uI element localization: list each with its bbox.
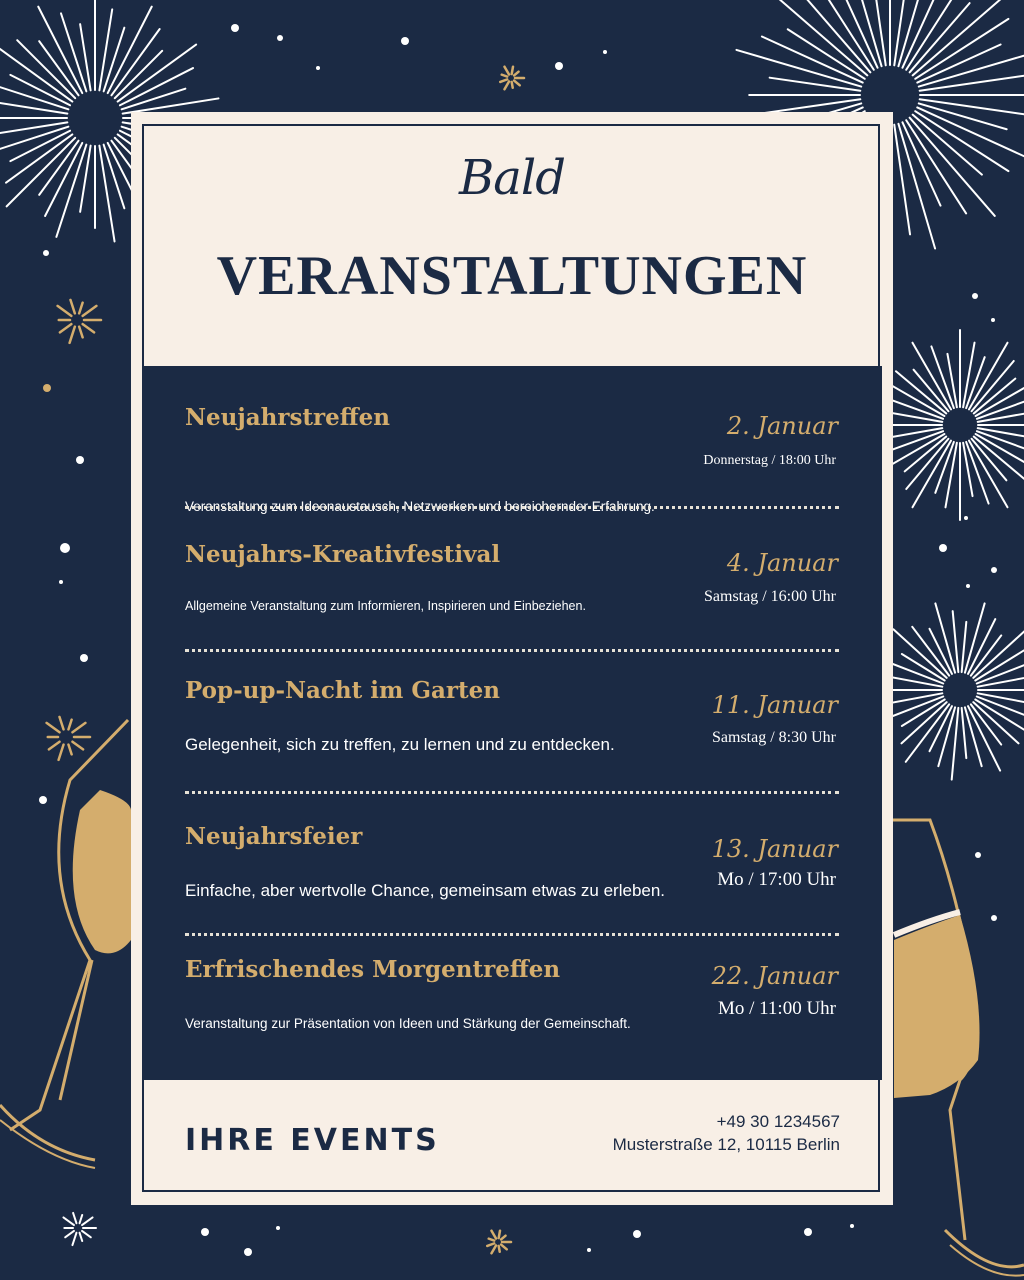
star-dot	[60, 543, 70, 553]
event-date: 22. Januar	[711, 962, 838, 990]
star-dot	[633, 1230, 641, 1238]
star-dot	[939, 544, 947, 552]
event-divider	[185, 791, 839, 794]
sparkle-icon	[47, 717, 90, 760]
star-dot	[966, 584, 970, 588]
event-title: Neujahrstreffen	[185, 404, 391, 431]
star-dot	[587, 1248, 591, 1252]
event-title: Pop-up-Nacht im Garten	[185, 677, 501, 704]
page-title: VERANSTALTUNGEN	[216, 245, 808, 307]
footer-brand: IHRE EVENTS	[185, 1123, 440, 1158]
sparkle-icon	[500, 67, 524, 90]
star-dot	[991, 915, 997, 921]
footer-address: Musterstraße 12, 10115 Berlin	[612, 1135, 840, 1154]
event-description: Allgemeine Veranstaltung zum Informieren, Inspirieren und Einbeziehen.	[185, 599, 586, 613]
star-dot	[316, 66, 320, 70]
event-time: Donnerstag / 18:00 Uhr	[703, 453, 836, 468]
events-panel	[144, 366, 882, 1080]
star-dot	[244, 1248, 252, 1256]
event-description: Veranstaltung zur Präsentation von Ideen und Stärkung der Gemeinschaft.	[185, 1016, 631, 1031]
star-dot	[964, 516, 968, 520]
star-dot	[603, 50, 607, 54]
event-date: 4. Januar	[726, 549, 838, 577]
star-dot	[401, 37, 409, 45]
event-time: Samstag / 8:30 Uhr	[712, 729, 836, 746]
event-divider	[185, 933, 839, 936]
champagne-glass-icon	[0, 720, 131, 1168]
star-dot	[59, 580, 63, 584]
star-dot	[975, 852, 981, 858]
event-description: Veranstaltung zum Ideenaustausch, Netzwerken und bereichernder Erfahrung.	[185, 499, 655, 514]
star-dot	[991, 567, 997, 573]
event-time: Samstag / 16:00 Uhr	[704, 588, 836, 605]
star-dot	[43, 384, 51, 392]
champagne-glass-icon	[893, 820, 1024, 1276]
event-description: Einfache, aber wertvolle Chance, gemeinsam etwas zu erleben.	[185, 881, 666, 900]
event-divider	[185, 649, 839, 652]
star-dot	[231, 24, 239, 32]
sparkle-icon	[63, 1213, 96, 1245]
event-description: Gelegenheit, sich zu treffen, zu lernen und zu entdecken.	[185, 735, 615, 754]
star-dot	[39, 796, 47, 804]
star-dot	[555, 62, 563, 70]
event-divider	[185, 506, 839, 509]
star-dot	[991, 318, 995, 322]
sparkle-icon	[487, 1231, 511, 1254]
star-dot	[850, 1224, 854, 1228]
event-title: Neujahrsfeier	[185, 823, 363, 850]
event-time: Mo / 17:00 Uhr	[717, 869, 836, 890]
event-time: Mo / 11:00 Uhr	[717, 998, 836, 1019]
event-title: Erfrischendes Morgentreffen	[185, 956, 561, 983]
star-dot	[276, 1226, 280, 1230]
star-dot	[804, 1228, 812, 1236]
star-dot	[277, 35, 283, 41]
event-date: 13. Januar	[711, 835, 838, 863]
star-dot	[76, 456, 84, 464]
event-title: Neujahrs-Kreativfestival	[185, 541, 501, 568]
star-dot	[201, 1228, 209, 1236]
firework-burst-icon	[872, 603, 1024, 779]
footer-phone[interactable]: +49 30 1234567	[716, 1112, 840, 1131]
star-dot	[80, 654, 88, 662]
script-title: Bald	[459, 150, 565, 206]
event-date: 2. Januar	[726, 412, 838, 440]
event-date: 11. Januar	[711, 691, 838, 719]
